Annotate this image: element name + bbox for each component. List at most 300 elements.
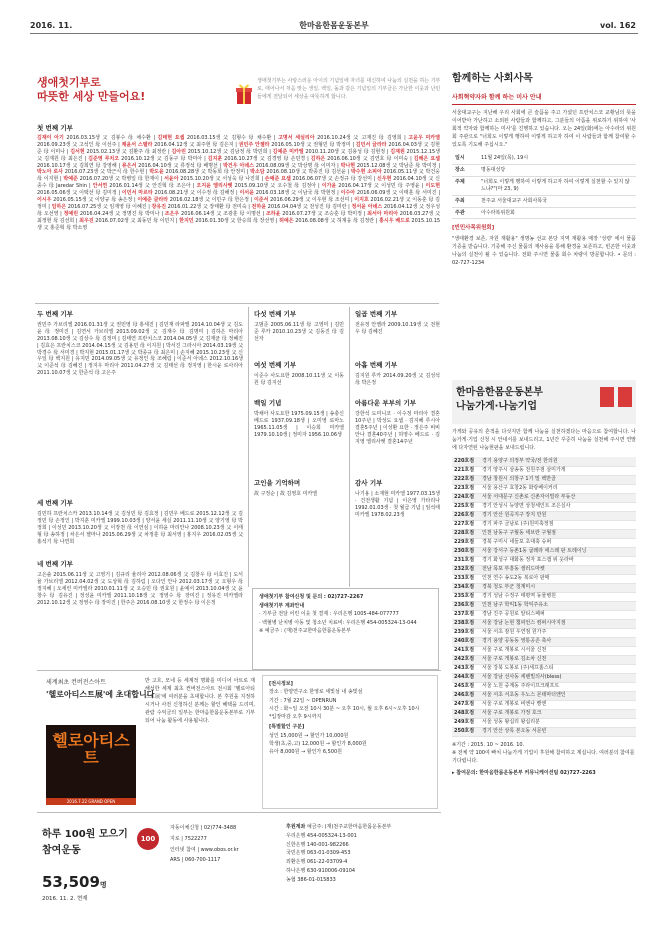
gift-title-line1: 생애첫기부로 bbox=[37, 76, 101, 89]
mass-info-value: 아수라복위원회 bbox=[478, 207, 636, 219]
store-name: 경기 파주 금남로 (주)원미축정점 bbox=[480, 520, 636, 529]
store-name: 경기 안산 원곡지구 장지 만원 bbox=[480, 511, 636, 520]
donor-details: 2016.06.10생 父 김연호 母 이미숙 | bbox=[325, 155, 412, 162]
donor-details: 2015.12.15생 父 김재원 母 최은진 | bbox=[37, 148, 441, 162]
info-note: *입장마감 오후 9시까지 bbox=[269, 714, 322, 720]
second-gift-section bbox=[37, 310, 243, 377]
hundred-day-section bbox=[254, 399, 344, 439]
sharing-store-row bbox=[452, 619, 636, 628]
donor-name: 홍시우 베드로 bbox=[379, 217, 410, 224]
social-ministry-section bbox=[452, 72, 636, 267]
donor-details: 2016.06.09생 父 이태훈 母 서미진 | bbox=[355, 190, 441, 197]
donor-entry bbox=[239, 142, 354, 148]
grid-col-divider-1 bbox=[248, 307, 249, 587]
store-number: 222호점 bbox=[452, 475, 480, 484]
discount-child: 유아 8,000원 → 할인가 6,500원 bbox=[269, 749, 342, 755]
volume-number: vol. 162 bbox=[600, 21, 636, 30]
fourth-gift-title: 네 번째 기부 bbox=[37, 560, 73, 568]
store-number: 245호점 bbox=[452, 682, 480, 691]
sharing-store-row bbox=[452, 637, 636, 646]
sharing-store-row bbox=[452, 484, 636, 493]
donor-name: 박예준 bbox=[63, 176, 78, 183]
donor-name: 김예준 미카엘 bbox=[272, 148, 304, 155]
donor-details: 2016.03.27생 父 최정현 母 김선희 | bbox=[37, 210, 440, 224]
account-woori: 우리은행 454-005324-13-001 bbox=[286, 832, 357, 839]
donor-entry bbox=[122, 190, 238, 196]
sharing-store-row bbox=[452, 574, 636, 583]
fifth-gift-title: 다섯 번째 기부 bbox=[254, 310, 297, 318]
donor-name: 전하윤 bbox=[251, 203, 267, 210]
second-gift-text: 권민주 가브리엘 2016.01.31생 父 권민영 母 홍세진 | 김민재 라파엘 2014.10.04생 父 김도윤 母 정미진 | 김연서 가브리엘 2013.09.02생 父 김재수 母 김명미 | 김하은 마리아 2013.08.10생 父 김상수 母 김정미 | 김태연 프란치스코 2014.04.05생 父 김재균 母 정혜진 | 김효은 프란치스코 2014.04.15생 父 김용민 母 이지원 | 박서진 그라시아 2014.03.19생 父 박경수 母 서미경 | 박지현 2015.01.17생 父 박종규 母 최은미 | 손지혜 2015.10.23생 父 신우일 母 백지원 | 유지민 2014.09.05생 父 유정인 母 조혜림 | 이준서 아녜스 2012.10.16생 父 이준석 母 김혜진 | 정지우 마리아 2011.04.27생 父 김태선 母 정지영 | 한시윤 로사리아 2011.10.07생 父 한준석 母 고은주 bbox=[37, 321, 243, 377]
donor-entry bbox=[265, 176, 376, 182]
exhibition-info-box bbox=[262, 675, 438, 809]
store-name: 경기 성남 수정구 태평역 동물병원 bbox=[480, 592, 636, 601]
contact-ars[interactable]: ARS | 060-700-1117 bbox=[170, 857, 221, 864]
donor-name: 서윤아 bbox=[164, 176, 179, 183]
fifth-gift-text: 고범준 2005.06.11생 母 고영미 | 김민준 루카 2010.10.23생 父 김동진 母 김선자 bbox=[254, 321, 344, 342]
donor-name: 채윤서 스텔라 bbox=[121, 141, 153, 148]
sharing-store-row bbox=[452, 466, 636, 475]
sharing-store-row bbox=[452, 493, 636, 502]
donor-entry bbox=[252, 204, 350, 210]
store-number: 249호점 bbox=[452, 718, 480, 727]
sharing-store-row bbox=[452, 511, 636, 520]
donor-details: 2016.07.27생 父 조승훈 母 박미정 | bbox=[280, 210, 366, 217]
donor-details: 2016.08.21생 父 이수정 母 김해정 | bbox=[152, 190, 238, 197]
store-number: 236호점 bbox=[452, 601, 480, 610]
mass-info-key: 장소 bbox=[452, 164, 478, 176]
donor-details: 2016.10.17생 父 김희연 母 강영해 | bbox=[37, 162, 121, 169]
donor-details: 2016.01.22생 父 장태환 母 전미숙 | bbox=[166, 203, 250, 210]
donor-details: 2016.02.21생 父 이동훈 母 김정미 | bbox=[37, 196, 440, 210]
donor-entry bbox=[279, 218, 377, 224]
donor-name: 이지호 bbox=[354, 196, 369, 203]
store-number: 231호점 bbox=[452, 556, 480, 565]
info-place: 장소 : 한양연구소 한영로 세빛섬 내 송빛섬 bbox=[269, 689, 363, 696]
store-number: 244호점 bbox=[452, 673, 480, 682]
gift-heading bbox=[37, 76, 235, 118]
donor-entry bbox=[223, 163, 339, 169]
donor-details: 2016.07.25생 父 임재영 母 이혜진 | bbox=[66, 203, 150, 210]
donor-entry bbox=[171, 149, 270, 155]
sharing-store-row bbox=[452, 655, 636, 664]
mass-info-table bbox=[452, 153, 636, 219]
donor-details: 2016.02.18생 父 이민구 母 한은정 | bbox=[168, 196, 253, 203]
sharing-store-row bbox=[452, 610, 636, 619]
mass-info-row bbox=[452, 164, 636, 176]
ninth-gift-text: 김지원 루카 2014.09.20생 父 김성석 母 박은정 bbox=[355, 372, 440, 386]
donor-details: 2016.03.18생 父 이남국 母 박현정 | bbox=[253, 190, 339, 197]
donor-details: 2016.07.02생 父 최동민 母 이민지 | bbox=[93, 217, 178, 224]
campaign-join: 참여운동 bbox=[42, 845, 81, 856]
donor-name: 정서윤 아녜스 bbox=[351, 203, 383, 210]
mass-description: 서울대교구는 지난해 우리 사회에 큰 슬픔을 주고 가셨던 프란치스코 교황님의 뜻을 이어받아 가난하고 소외된 사람들과 함께하고, 그분들의 아픔을 위로하기 위하여 '사회적 약자와 함께하는 미사'를 진행하고 있습니다. 오는 24일(화)에는 아수라의 위원회 주관으로 "너희도 이렇게 행하여 이렇게 하고자 하여 이 사람들과 함께 참여할 수 있도록 기도해 주십시오." bbox=[452, 110, 636, 149]
store-name: 서울 강남 선사동 세렌빌의사(bless) bbox=[480, 673, 636, 682]
donor-name: 임하은 bbox=[51, 203, 67, 210]
notice-line-1: 생애첫기부 참여신청 및 문의 : 02)727-2267 bbox=[259, 594, 364, 600]
sharing-store-row bbox=[452, 601, 636, 610]
donor-details: 2016.04.10생 父 신종수 母 Jaredar Shin | bbox=[37, 176, 440, 190]
memory-title: 고인을 기억하며 bbox=[254, 479, 301, 487]
donor-details: 2016.09.23생 父 고석인 母 이선주 | bbox=[37, 141, 120, 148]
donor-entry bbox=[137, 197, 252, 203]
mass-info-key: 주제 bbox=[452, 176, 478, 195]
sharing-store-row bbox=[452, 727, 636, 736]
donor-name: 이서윤 bbox=[239, 190, 254, 197]
store-number: 224호점 bbox=[452, 493, 480, 502]
sharing-store-row bbox=[452, 547, 636, 556]
gift-intro-text: 생애첫기부는 사랑스러운 아이의 기념일에 자녀를 대신하여 나눔의 실천을 하는 기부로, 태어나서 처음 맞는 생일, 백일, 돌과 같은 기념일의 기부금은 가난한 이웃과 난민들에게 전달되어 세상을 따뜻하게 합니다. bbox=[257, 78, 441, 100]
donor-name: 김재원 bbox=[390, 148, 405, 155]
third-gift-section bbox=[37, 499, 243, 545]
social-ministry-title: 함께하는 사회사목 bbox=[452, 73, 533, 84]
exhibition-poster bbox=[46, 725, 136, 805]
sharing-store-title-2: 나눔가게·나눔기업 bbox=[456, 400, 538, 412]
sixth-gift-section bbox=[254, 361, 344, 387]
donor-name: 이가윤 bbox=[321, 183, 337, 190]
donor-entry bbox=[79, 218, 177, 224]
store-number: 221호점 bbox=[452, 466, 480, 475]
couple-gift-text: 강한석 도미니코 · 이수정 마리아 결혼10주년 | 박성도 요셉 · 김지혜 루시아 결혼5주년 | 이성환 요한 · 정은주 비비안나 결혼40주년 | 허영수 베드로 · 김지영 엘리사벳 결혼14주년 bbox=[355, 410, 440, 445]
sharing-store-row bbox=[452, 718, 636, 727]
notice-line-4: · 백혈병 난치병 아동 및 청소년 치료비: 우리은행 454-005324-13-044 bbox=[259, 619, 417, 626]
store-name: 서울 구로 개봉로 가정 호크 bbox=[480, 709, 636, 718]
sharing-store-row bbox=[452, 502, 636, 511]
donor-name: 김지훈 bbox=[207, 155, 223, 162]
donor-name: 고명서 세실리아 bbox=[278, 134, 315, 141]
donor-name: 권민주 안젤라 bbox=[238, 141, 270, 148]
notice-line-2: 생애첫기부 계좌안내 bbox=[259, 602, 305, 609]
mass-info-value: 11월 24일(목), 19시 bbox=[478, 153, 636, 164]
donor-entry bbox=[37, 169, 148, 175]
grid-col-divider-2 bbox=[349, 307, 350, 587]
store-number: 246호점 bbox=[452, 691, 480, 700]
store-name: 서울 성동 왕십리 왕십리분 bbox=[480, 718, 636, 727]
store-name: 전남 목포 부흥동 샐러드마켓 bbox=[480, 565, 636, 574]
store-name: 서울 노원 중계동 주라이프크래프트 bbox=[480, 682, 636, 691]
sharing-store-row bbox=[452, 556, 636, 565]
donor-name: 조하윤 bbox=[265, 210, 281, 217]
second-gift-title: 두 번째 기부 bbox=[37, 310, 73, 318]
store-name: 서울 서대문구 신촌로 신촌자이빌라 부동산 bbox=[480, 493, 636, 502]
fifth-gift-section bbox=[254, 310, 344, 343]
account-nh: 농협 386-01-015833 bbox=[286, 876, 336, 883]
donor-details: 2016.03.15생 父 김형수 母 채수환 | bbox=[184, 134, 276, 141]
store-number: 240호점 bbox=[452, 637, 480, 646]
account-kookmin: 국민은행 063-01-0309-453 bbox=[286, 850, 351, 857]
notice-line-3: · 기부금 전달 어린 이웃 첫 결제 : 우리은행 1005-484-077777 bbox=[259, 611, 399, 617]
notice-line-5: ※ 예금주 : (재)천주교한마음한몸운동본부 bbox=[259, 628, 351, 634]
store-name: 서울 용산구 효창2동 화랑베이커리 bbox=[480, 484, 636, 493]
mass-info-key: 주관 bbox=[452, 207, 478, 219]
thanks-gift-section bbox=[355, 479, 440, 519]
store-name: 경북 청도 부군 청계미시 bbox=[480, 583, 636, 592]
donor-entry bbox=[37, 197, 136, 203]
sharing-contact: ▸ 참여문의: 한마음한몸운동본부 커뮤니케이션팀 02)727-2263 bbox=[452, 769, 596, 776]
info-period: 기간 : 7월 22일 ~ OPENRUN bbox=[269, 697, 337, 704]
donor-details: 2016.05.11생 父 박건웅 母 이지현 | bbox=[37, 169, 440, 183]
donor-details: 2016.10.12생 父 김동구 母 박미아 | bbox=[119, 155, 206, 162]
store-number: 237호점 bbox=[452, 610, 480, 619]
sharing-store-row bbox=[452, 646, 636, 655]
donor-entry bbox=[122, 142, 237, 148]
donor-details: 2016.04.04생 父 전성진 母 김미란 | bbox=[266, 203, 350, 210]
poverty-ministry-title: [빈민사목위원회] bbox=[452, 225, 495, 232]
mass-info-key: 일시 bbox=[452, 153, 478, 164]
donor-entry bbox=[266, 211, 365, 217]
memory-text: 故 구정순 | 故 김영호 미카엘 bbox=[254, 490, 318, 497]
store-number: 238호점 bbox=[452, 619, 480, 628]
donor-name: 김재이 아기 bbox=[37, 134, 64, 141]
donor-name: 허예은 bbox=[279, 217, 294, 224]
donor-details: 2016.05.10생 父 권형민 母 박정미 | bbox=[269, 141, 355, 148]
donor-entry bbox=[152, 204, 250, 210]
store-number: 241호점 bbox=[452, 646, 480, 655]
sharing-store-row bbox=[452, 709, 636, 718]
donor-details: 2010.11.20생 父 김용성 母 김현정 | bbox=[303, 148, 389, 155]
donor-details: 2015.10.15생 父 홍준혁 母 박소영 bbox=[37, 217, 441, 231]
donor-name: 이도현 bbox=[425, 183, 441, 190]
discount-student: 학생(초,중,고) 12,000원 → 할인가 8,000원 bbox=[269, 740, 367, 747]
donor-details: 2016.06.29생 父 이우현 母 조선미 | bbox=[268, 196, 353, 203]
store-number: 228호점 bbox=[452, 529, 480, 538]
donor-name: 김아린 bbox=[171, 148, 186, 155]
header-divider bbox=[30, 33, 638, 34]
gift-box-icon bbox=[236, 82, 252, 106]
donor-name: 박건우 아녜스 bbox=[223, 162, 254, 169]
donor-entry bbox=[158, 135, 276, 141]
seventh-gift-text: 전유정 안젤라 2009.10.19생 父 전현우 母 김혜진 bbox=[355, 321, 440, 335]
donor-name: 한지민 bbox=[179, 217, 194, 224]
mass-info-row bbox=[452, 153, 636, 164]
donor-name: 이민서 마르타 bbox=[121, 190, 153, 197]
seventh-gift-title: 일곱 번째 기부 bbox=[355, 310, 398, 318]
donor-details: 2016.06.14생 父 조광훈 母 이명선 | bbox=[179, 210, 265, 217]
exhibition-kicker: 세계최초 컨버전스아트 bbox=[46, 679, 106, 686]
page-header bbox=[0, 0, 668, 40]
exhibition-title: '헬로아티스트展'에 초대합니다 bbox=[46, 690, 155, 699]
store-number: 229호점 bbox=[452, 538, 480, 547]
donor-details: 2016.08.08생 父 허재웅 母 김정란 | bbox=[293, 217, 378, 224]
mass-info-key: 주최 bbox=[452, 195, 478, 207]
donor-name: 류은서 bbox=[121, 162, 137, 169]
donor-entry bbox=[250, 169, 349, 175]
donor-entry bbox=[122, 163, 221, 169]
poster-bar: 2016.7.22 GRAND OPEN bbox=[46, 798, 136, 805]
donor-entry bbox=[93, 183, 195, 189]
store-name: 경남 진주 공원로 알티스페퍼 bbox=[480, 610, 636, 619]
store-number: 227호점 bbox=[452, 520, 480, 529]
store-name: 서울 강북 도봉로 (주)세프홈스티 bbox=[480, 664, 636, 673]
donor-details: 2016.01.14생 父 안진혁 母 조은아 | bbox=[107, 183, 195, 190]
store-number: 247호점 bbox=[452, 700, 480, 709]
issue-date: 2016. 11. bbox=[30, 21, 73, 30]
store-number: 239호점 bbox=[452, 628, 480, 637]
mass-subtitle: 사회혁약자와 함께 하는 미사 안내 bbox=[452, 94, 636, 105]
sharing-store-section bbox=[452, 380, 636, 777]
fourth-gift-text: 고은솔 2015.06.11생 父 고영기 | 김규리 율리아 2012.08.06생 父 김창우 母 이효진 | 도서율 가브리엘 2012.04.02생 父 도상혁 母 김하림 | 오다인 안나 2012.03.17생 父 오형우 母 정지혜 | 오세린 미카엘라 2010.01.11생 父 오승민 母 권효원 | 윤예서 2013.10.04생 父 윤창수 母 김유진 | 정성윤 미카엘 2011.10.18생 父 정영수 母 장미진 | 정유진 미카엘라 2012.10.12생 父 정영수 母 장미진 | 한주은 2016.08.10생 父 한정수 母 이은정 bbox=[37, 571, 243, 606]
account-shinhan: 신한은행 140-001-982266 bbox=[286, 841, 349, 848]
sharing-store-row bbox=[452, 457, 636, 466]
account-list bbox=[286, 823, 442, 884]
donor-name: 오지윤 엘리사벳 bbox=[196, 183, 233, 190]
poster-title: 헬로아티스트 bbox=[52, 731, 130, 767]
contact-internet[interactable]: 인터넷 참여 | www.obos.or.kr bbox=[170, 846, 239, 853]
mass-info-value: 명동대성당 bbox=[478, 164, 636, 176]
sixth-gift-text: 이준수 사도요한 2008.10.11생 父 이동원 母 김지선 bbox=[254, 372, 344, 386]
store-name: 인천 연수 송도2동 복로아 판매 bbox=[480, 574, 636, 583]
account-kej: 외환은행 061-22-03709-4 bbox=[286, 859, 348, 865]
donor-entry bbox=[88, 156, 206, 162]
accounts-title bbox=[286, 823, 442, 832]
info-title: [전시정보] bbox=[269, 681, 293, 687]
store-name: 경기 안산 상록 본오동 서문빈 bbox=[480, 727, 636, 736]
donor-name: 박소담 bbox=[250, 169, 265, 176]
sharing-store-row bbox=[452, 538, 636, 547]
donor-name: 최서아 마리아 bbox=[367, 210, 399, 217]
donor-details: 2016.08.09생 父 박상명 母 이미자 | bbox=[253, 162, 339, 169]
donor-details: 2015.02.13생 父 김환주 母 최정란 | bbox=[84, 148, 170, 155]
donor-details: 2016.10.24생 父 고재진 母 김영희 | bbox=[314, 134, 406, 141]
mass-info-row bbox=[452, 176, 636, 195]
memory-section bbox=[254, 479, 344, 498]
sharing-store-row bbox=[452, 682, 636, 691]
donor-details: 2016.04.24생 父 정명진 母 박미나 | bbox=[78, 210, 164, 217]
store-number: 226호점 bbox=[452, 511, 480, 520]
store-name: 서울 강남 논현 챔피언스 컴퍼시아지점 bbox=[480, 619, 636, 628]
store-number: 250호점 bbox=[452, 727, 480, 736]
poverty-ministry-text: "생태환경 보존, 자원 재활용" 생명농 선교 본당 지역 재활용 매장 '성령' 에서 물품 기증을 받습니다. 기증해 주신 물품의 재사용을 통해 환경을 보존하고, 빈곤한 이웃과 나눔의 실천이 될 수 있습니다. 전화 주시면 물품 회수 차량이 방문합니다. • 문의 : 02-727-1234 bbox=[452, 235, 636, 266]
donor-name: 조은우 bbox=[164, 210, 180, 217]
store-name: 경기 안성시 뉴양면 상청세인트 조은실사 bbox=[480, 502, 636, 511]
sharing-store-row bbox=[452, 475, 636, 484]
donor-entry bbox=[273, 149, 389, 155]
store-number: 243호점 bbox=[452, 664, 480, 673]
donor-name: 고윤우 미카엘 bbox=[408, 134, 440, 141]
mass-info-value: 천주교 서울대교구 사회사목국 bbox=[478, 195, 636, 207]
donor-entry bbox=[239, 190, 338, 196]
donor-entry bbox=[322, 183, 424, 189]
count-date: 2016. 11. 2. 현재 bbox=[42, 896, 88, 902]
donor-details: 2016.05.15생 父 이양규 母 송은정 | bbox=[51, 196, 136, 203]
store-name: 인천 남구 학익1동 학익주유소 bbox=[480, 601, 636, 610]
sharing-note-total: ※ 전체 약 100여 빠치 나눔가게 기업이 후원해 참여하고 계십니다. 여러분의 참여를 기다립니다. bbox=[452, 749, 635, 764]
donor-details: 2016.05.06생 父 이택선 母 김미정 | bbox=[37, 190, 121, 197]
store-name: 경기 화성구 대화동 정자 포스캡 위 옷라바 bbox=[480, 556, 636, 565]
contact-list bbox=[170, 823, 278, 866]
donor-details: 2016.08.28생 父 박동희 母 안정미 | bbox=[163, 169, 249, 176]
store-name: 인천 남동구 구월동 세브란 구월점 bbox=[480, 529, 636, 538]
donor-name: 박수현 소피아 bbox=[350, 169, 382, 176]
100-won-badge-icon: 100 bbox=[137, 828, 159, 850]
store-name: 서울 서초 서초동 우노스 몬테마더앤인 bbox=[480, 691, 636, 700]
thanks-gift-text: 나기용 | 소재현 미카엘 1977.03.15생 · 건전생활 기념 | 이은영 가타리나 1992.01.03생 · 첫 월급 기념 | 임석태 미카엘 1978.02.23생 bbox=[355, 490, 440, 518]
store-name: 경기 용양 공동동 영통공존 축사 bbox=[480, 637, 636, 646]
first-gift-title: 첫 번째 기부 bbox=[37, 124, 73, 132]
sharing-store-title-1: 한마음한몸운동본부 bbox=[456, 387, 543, 398]
donor-name: 박나현 bbox=[340, 162, 356, 169]
gift-title-line2: 따뜻한 세상 만들어요! bbox=[37, 90, 146, 104]
donor-entry bbox=[208, 156, 309, 162]
ninth-gift-title: 아홉 번째 기부 bbox=[355, 361, 398, 369]
store-number: 230호점 bbox=[452, 547, 480, 556]
grid-top-divider bbox=[35, 303, 439, 304]
thanks-gift-title: 감사 기부 bbox=[355, 479, 383, 487]
first-gift-section bbox=[37, 124, 440, 231]
account-hana: 하나은행 630-910006-09104 bbox=[286, 867, 356, 874]
accounts-title-label: 후원계좌 bbox=[286, 824, 306, 830]
donor-details: 2016.04.03생 父 김현준 母 이미나 | bbox=[37, 141, 440, 155]
contact-auto-transfer[interactable]: 자동이체신청 | 02)774-3488 bbox=[170, 825, 237, 831]
sharing-store-row bbox=[452, 592, 636, 601]
store-number: 223호점 bbox=[452, 484, 480, 493]
donor-details: 2016.04.12생 父 정우성 母 오선영 | bbox=[37, 203, 441, 217]
sharing-store-row bbox=[452, 691, 636, 700]
store-number: 234호점 bbox=[452, 583, 480, 592]
discount-adult: 성인 15,000원 → 할인가 10,000원 bbox=[269, 732, 349, 739]
donor-details: 2015.09.10생 父 오수철 母 김정아 | bbox=[232, 183, 320, 190]
seventh-gift-section bbox=[355, 310, 440, 336]
donor-entry bbox=[341, 163, 440, 169]
donor-details: 2015.10.12생 父 김남정 母 박민희 | bbox=[185, 148, 271, 155]
third-gift-text: 김민하 프란치스카 2013.10.14생 父 김성민 母 김효정 | 김민우 베드로 2015.12.12생 父 김정민 母 손정인 | 박지훈 미카엘 1999.10.03생 | 양서윤 세실 2011.11.10생 父 양기영 母 박정희 | 이성민 2013.10.20생 父 이장천 母 이연심 | 이하윤 마리안나 2008.10.23생 父 이태형 母 송하정 | 차은서 젤마나 2015.06.29생 父 차정훈 母 최서영 | 홍지우 2016.02.05생 父 홍석기 母 나연희 bbox=[37, 510, 243, 545]
gift-notice-box bbox=[252, 588, 439, 670]
sharing-store-list bbox=[452, 457, 636, 737]
sharing-store-row bbox=[452, 520, 636, 529]
sharing-store-row bbox=[452, 529, 636, 538]
sharing-plaque-icon-2 bbox=[618, 387, 632, 407]
store-name: 서울 구로 개봉로 김소차 신천 bbox=[480, 655, 636, 664]
store-name: 경남 창원시 의창구 1기 밀 백반골 bbox=[480, 475, 636, 484]
donor-name: 김서현 bbox=[70, 148, 85, 155]
donor-name: 김민서 글라라 bbox=[355, 141, 387, 148]
donor-name: 이수아 bbox=[340, 190, 356, 197]
donor-details: 2015.10.20생 父 서성욱 母 나진희 | bbox=[178, 176, 264, 183]
donor-name: 박도윤 bbox=[149, 169, 164, 176]
donor-name: 정예린 bbox=[63, 210, 79, 217]
sharing-store-row bbox=[452, 673, 636, 682]
store-number: 242호점 bbox=[452, 655, 480, 664]
store-name: 경기 양주시 삼송동 전원주점 삼미가게 bbox=[480, 466, 636, 475]
donor-entry bbox=[70, 149, 169, 155]
ninth-gift-section bbox=[355, 361, 440, 387]
sharing-store-row bbox=[452, 565, 636, 574]
donor-details: 2016.04.17생 父 이성민 母 주영윤 | bbox=[336, 183, 424, 190]
daily-100-campaign bbox=[37, 818, 441, 928]
exhibition-description: 반 고흐, 모네 등 세계적 명화를 미디어 아트로 재해석한 세계 최초 컨버전스아트 전시회 '헬로아티스트展'에 여러분을 초대합니다. 본 후원을 지정하시거나 사전 신청하신 분께는 할인 혜택을 드리며, 관람 수익금의 일부는 한마음한몸운동본부로 기부되어 나눔 활동에 사용됩니다. bbox=[145, 678, 255, 724]
sharing-store-description: 가게와 공유의 흔적을 다섯지만 함께 나눔을 실천하겠다는 마음으로 참여합니다. 나눔가게·기업 신청 시 안내서를 보내드리고, 1년간 꾸준히 나눔을 실천해 주시면 연말에 다자연된 나눔현판을 보내드립니다. bbox=[452, 429, 636, 451]
store-name: 서울 서초 잠원 우연점 원가주 bbox=[480, 628, 636, 637]
donor-entry bbox=[278, 135, 406, 141]
fourth-gift-section bbox=[37, 560, 243, 606]
donor-entry bbox=[63, 176, 162, 182]
store-number: 232호점 bbox=[452, 565, 480, 574]
donor-entry bbox=[64, 211, 163, 217]
donor-name: 김준영 루치오 bbox=[88, 155, 120, 162]
mass-info-value: "너희도 이렇게 행하여 이렇게 하고자 하여 이렇게 실천할 수 있지 않느냐?"(마 23, 9) bbox=[478, 176, 636, 195]
store-name: 서울 구로 개봉로 비엔나 빵엔 bbox=[480, 700, 636, 709]
donor-details: 2016.10.27생 父 김경영 母 손민경 | bbox=[222, 155, 309, 162]
participant-unit: 명 bbox=[99, 881, 107, 889]
donor-details: 2016.08.10생 父 박종진 母 김선윤 | bbox=[264, 169, 350, 176]
donor-entry bbox=[52, 204, 150, 210]
donor-details: 2016.03.15생 父 김봉수 母 채수환 | bbox=[63, 134, 156, 141]
contact-giro[interactable]: 지로 | 7522277 bbox=[170, 835, 207, 842]
participant-count bbox=[42, 872, 107, 893]
couple-gift-title: 아름다운 부부의 기부 bbox=[355, 399, 417, 407]
store-name: 경기 용양구 의정부 약국/전 한의원 bbox=[480, 457, 636, 466]
donor-name: 신우현 bbox=[376, 176, 392, 183]
